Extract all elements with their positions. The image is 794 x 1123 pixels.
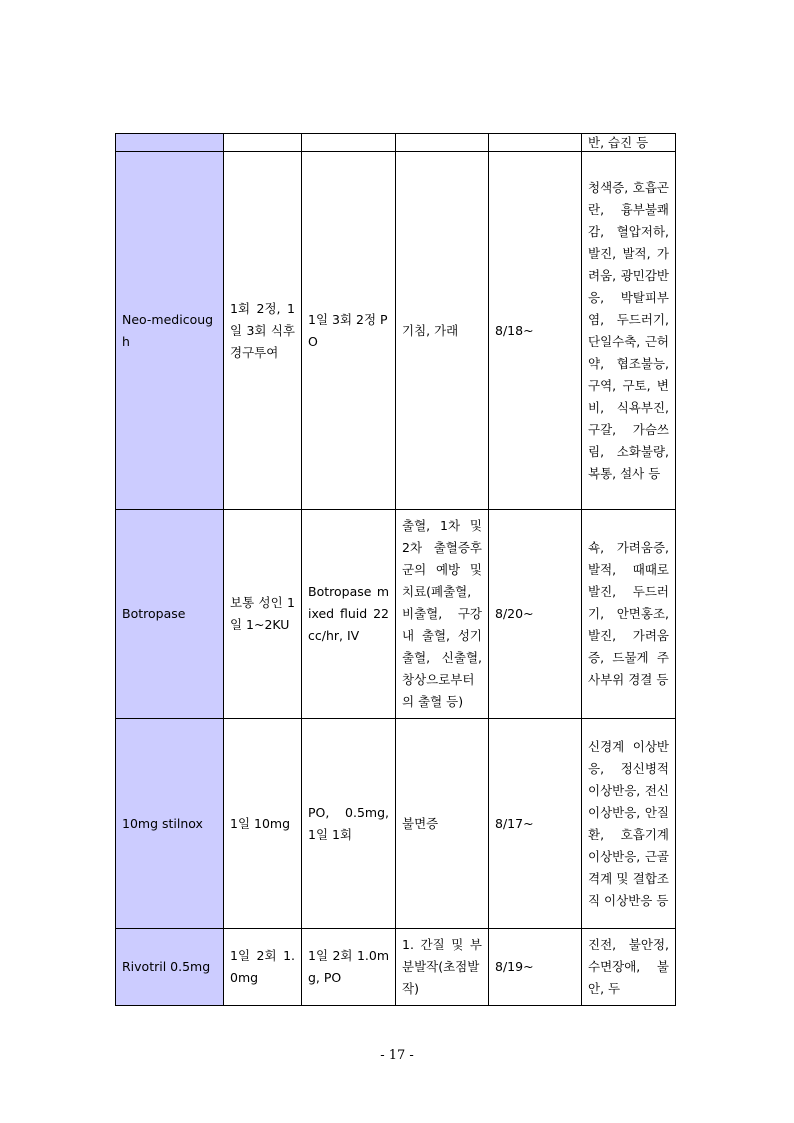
page-number: - 17 - <box>380 1048 414 1063</box>
side-effects-cell: 반, 습진 등 <box>582 134 676 152</box>
usual-dose-cell: 1일 2회 1.0mg <box>224 929 302 1006</box>
side-effects-cell: 쇽, 가려움증, 발적, 때때로 발진, 두드러기, 안면홍조, 발진, 가려움증, 드물게 주사부위 경결 등 <box>582 510 676 719</box>
table-row <box>116 929 676 1006</box>
table-row <box>116 510 676 719</box>
drug-name-cell <box>116 134 224 152</box>
side-effects-cell: 청색증, 호흡곤란, 흉부불쾌감, 혈압저하, 발진, 발적, 가려움, 광민감반응, 박탈피부염, 두드러기, 단일수축, 근허약, 협조불능, 구역, 구토, 변비, 식욕부진, 구갈, 가슴쓰림, 소화불량, 복통, 설사 등 <box>582 152 676 510</box>
indication-cell: 1. 간질 및 부분발작(초점발작) <box>396 929 489 1006</box>
indication-cell <box>396 134 489 152</box>
start-date-cell: 8/20~ <box>489 510 582 719</box>
side-effects-cell: 신경계 이상반응, 정신병적 이상반응, 전신 이상반응, 안질환, 호흡기계 이상반응, 근골격계 및 결합조직 이상반응 등 <box>582 719 676 929</box>
indication-cell: 기침, 가래 <box>396 152 489 510</box>
start-date-cell: 8/19~ <box>489 929 582 1006</box>
drug-name-cell: Botropase <box>116 510 224 719</box>
start-date-cell <box>489 134 582 152</box>
table-row-continued <box>116 134 676 152</box>
usual-dose-cell <box>224 134 302 152</box>
start-date-cell: 8/18~ <box>489 152 582 510</box>
prescribed-dose-cell: 1일 2회 1.0mg, PO <box>302 929 396 1006</box>
usual-dose-cell: 보통 성인 1일 1~2KU <box>224 510 302 719</box>
drug-name-cell: 10mg stilnox <box>116 719 224 929</box>
prescribed-dose-cell: PO, 0.5mg, 1일 1회 <box>302 719 396 929</box>
drug-name-cell: Neo-medicough <box>116 152 224 510</box>
drug-name-cell: Rivotril 0.5mg <box>116 929 224 1006</box>
drug-table <box>115 133 676 1006</box>
indication-cell: 불면증 <box>396 719 489 929</box>
side-effects-cell: 진전, 불안정, 수면장애, 불안, 두 <box>582 929 676 1006</box>
usual-dose-cell: 1일 10mg <box>224 719 302 929</box>
prescribed-dose-cell: Botropase mixed fluid 22cc/hr, IV <box>302 510 396 719</box>
prescribed-dose-cell <box>302 134 396 152</box>
usual-dose-cell: 1회 2정, 1일 3회 식후 경구투여 <box>224 152 302 510</box>
table-row <box>116 152 676 510</box>
table-row <box>116 719 676 929</box>
indication-cell: 출혈, 1차 및 2차 출혈증후군의 예방 및 치료(폐출혈, 비출혈, 구강내 출혈, 성기출혈, 신출혈, 창상으로부터의 출혈 등) <box>396 510 489 719</box>
prescribed-dose-cell: 1일 3회 2정 PO <box>302 152 396 510</box>
start-date-cell: 8/17~ <box>489 719 582 929</box>
